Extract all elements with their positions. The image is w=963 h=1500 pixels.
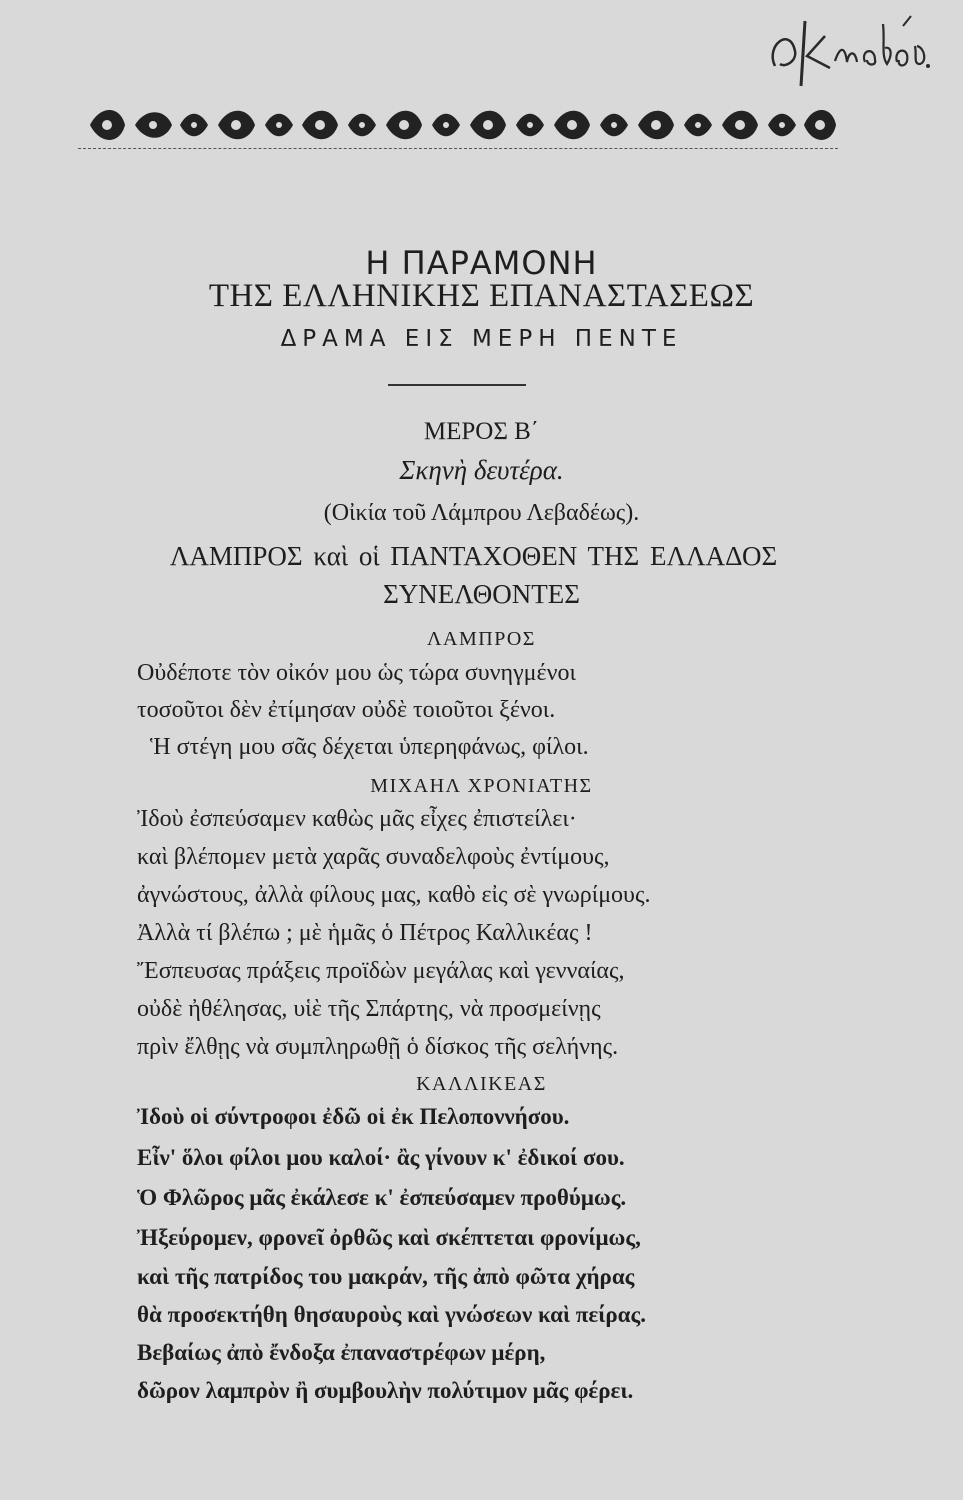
verse-line: Οὐδέποτε τὸν οἰκόν μου ὡς τώρα συνηγμένοι xyxy=(137,660,576,686)
speaker-name: ΚΑΛΛΙΚΕΑΣ xyxy=(416,1073,547,1095)
verse-line: Ἠξεύρομεν, φρονεῖ ὀρθῶς καὶ σκέπτεται φρονίμως, xyxy=(137,1225,641,1250)
title-line-1: Η ΠΑΡΑΜΟΝΗ xyxy=(365,244,598,282)
part-heading: ΜΕΡΟΣ Β΄ xyxy=(423,418,540,445)
title-line-2: ΤΗΣ ΕΛΛΗΝΙΚΗΣ ΕΠΑΝΑΣΤΑΣΕΩΣ xyxy=(208,278,755,314)
verse-line: Βεβαίως ἀπὸ ἔνδοξα ἐπαναστρέφων μέρη, xyxy=(137,1340,546,1365)
verse-line: Εἶν' ὅλοι φίλοι μου καλοί· ἂς γίνουν κ' ἐδικοί σου. xyxy=(137,1145,625,1170)
verse-line: πρὶν ἔλθῃς νὰ συμπληρωθῇ ὁ δίσκος τῆς σελήνης. xyxy=(137,1034,619,1060)
verse-line: Ἔσπευσας πράξεις προϊδὼν μεγάλας καὶ γενναίας, xyxy=(137,958,625,984)
verse-line: καὶ τῆς πατρίδος του μακράν, τῆς ἀπὸ φῶτα χήρας xyxy=(137,1264,635,1289)
verse-line: Ἡ στέγη μου σᾶς δέχεται ὑπερηφάνως, φίλοι. xyxy=(150,734,589,760)
ornamental-border xyxy=(80,100,840,150)
verse-line: καὶ βλέπομεν μετὰ χαρᾶς συναδελφοὺς ἐντίμους, xyxy=(137,844,610,870)
speaker-name: ΛΑΜΠΡΟΣ xyxy=(427,628,536,650)
verse-line: τοσοῦτοι δὲν ἐτίμησαν οὐδὲ τοιοῦτοι ξένοι. xyxy=(137,697,556,723)
cast-line-1: ΛΑΜΠΡΟΣ καὶ οἱ ΠΑΝΤΑΧΟΘΕΝ ΤΗΣ ΕΛΛΑΔΟΣ xyxy=(169,541,778,571)
divider xyxy=(388,384,526,386)
scene-heading: Σκηνὴ δευτέρα. xyxy=(399,455,564,485)
handwritten-signature xyxy=(735,6,935,96)
cast-line-2: ΣΥΝΕΛΘΟΝΤΕΣ xyxy=(383,579,580,609)
verse-line: Ἰδοὺ ἐσπεύσαμεν καθὼς μᾶς εἶχες ἐπιστείλει· xyxy=(137,806,577,832)
signature-scribble-icon xyxy=(735,6,935,96)
verse-line: ἀγνώστους, ἀλλὰ φίλους μας, καθὸ εἰς σὲ γνωρίμους. xyxy=(137,882,651,908)
verse-line: θὰ προσεκτήθη θησαυροὺς καὶ γνώσεων καὶ πείρας. xyxy=(137,1302,646,1327)
verse-line: Ὁ Φλῶρος μᾶς ἐκάλεσε κ' ἐσπεύσαμεν προθύμως. xyxy=(137,1185,627,1210)
verse-line: Ἰδοὺ οἱ σύντροφοι ἐδῶ οἱ ἐκ Πελοποννήσου. xyxy=(137,1104,570,1129)
setting-note: (Οἰκία τοῦ Λάμπρου Λεβαδέως). xyxy=(323,500,640,526)
verse-line: Ἀλλὰ τί βλέπω ; μὲ ἡμᾶς ὁ Πέτρος Καλλικέας ! xyxy=(137,920,593,946)
verse-line: οὐδὲ ἠθέλησας, υἱὲ τῆς Σπάρτης, νὰ προσμείνῃς xyxy=(137,996,601,1022)
ornament-underline xyxy=(78,148,838,149)
subtitle: ΔΡΑΜΑ ΕΙΣ ΜΕΡΗ ΠΕΝΤΕ xyxy=(280,326,683,352)
verse-line: δῶρον λαμπρὸν ἢ συμβουλὴν πολύτιμον μᾶς φέρει. xyxy=(137,1378,634,1403)
speaker-name: ΜΙΧΑΗΛ ΧΡΟΝΙΑΤΗΣ xyxy=(370,775,593,797)
